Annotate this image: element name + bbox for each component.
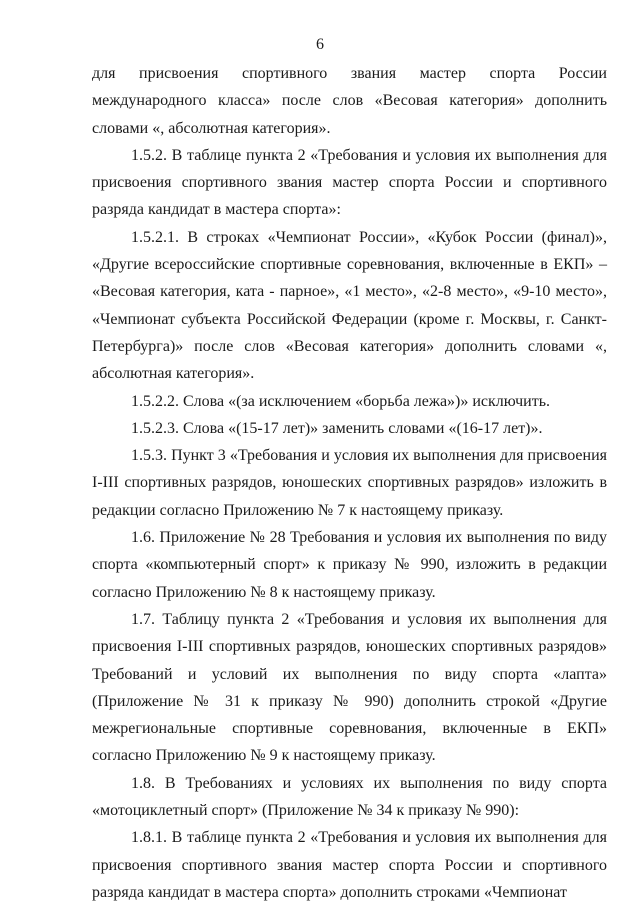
paragraph: 1.5.2.2. Слова «(за исключением «борьба лежа»)» исключить. [131, 392, 551, 410]
paragraph: 1.6. Приложение № 28 Требования и условия их выполнения по виду спорта «компьютерный спорт» к приказу № 990, изложить в редакции согласно Приложению № 8 к настоящему приказу. [92, 529, 607, 601]
paragraph: 1.5.2. В таблице пункта 2 «Требования и условия их выполнения для присвоения спортивного звания мастер спорта России и спортивного разряда кандидат в мастера спорта»: [92, 146, 607, 219]
paragraph: 1.5.3. Пункт 3 «Требования и условия их выполнения для присвоения I-III спортивных разрядов, юношеских спортивных разрядов» изложить в редакции согласно Приложению № 7 к настоящему приказу. [92, 447, 607, 519]
page-number: 6 [316, 36, 324, 53]
paragraph: 1.5.2.3. Слова «(15-17 лет)» заменить словами «(16-17 лет)». [131, 419, 543, 437]
paragraph: 1.8.1. В таблице пункта 2 «Требования и условия их выполнения для присвоения спортивного звания мастер спорта России и спортивного разряда кандидат в мастера спорта» дополнить строками «Чемпионат [92, 829, 607, 901]
paragraph: 1.7. Таблицу пункта 2 «Требования и условия их выполнения для присвоения I-III спортивных разрядов, юношеских спортивных разрядов» Требований и условий их выполнения по виду спорта «лапта» (Приложение № 31 к приказу № 990) дополнить строкой «Другие межрегиональные спортивные соревнования, включенные в ЕКП» согласно Приложению № 9 к настоящему приказу. [92, 610, 607, 765]
paragraph: 1.8. В Требованиях и условиях их выполнения по виду спорта «мотоциклетный спорт» (Приложение № 34 к приказу № 990): [92, 774, 607, 820]
paragraph: 1.5.2.1. В строках «Чемпионат России», «Кубок России (финал)», «Другие всероссийские спортивные соревнования, включенные в ЕКП» – «Весовая категория, ката - парное», «1 место», «2-8 место», «9-10 место», «Чемпионат субъекта Российской Федерации (кроме г. Москвы, г. Санкт-Петербурга)» после слов «Весовая категория» дополнить словами «, абсолютная категория». [92, 228, 607, 383]
paragraph: для присвоения спортивного звания мастер спорта России международного класса» после слов «Весовая категория» дополнить словами «, абсолютная категория». [92, 65, 607, 137]
document-body [92, 60, 607, 906]
